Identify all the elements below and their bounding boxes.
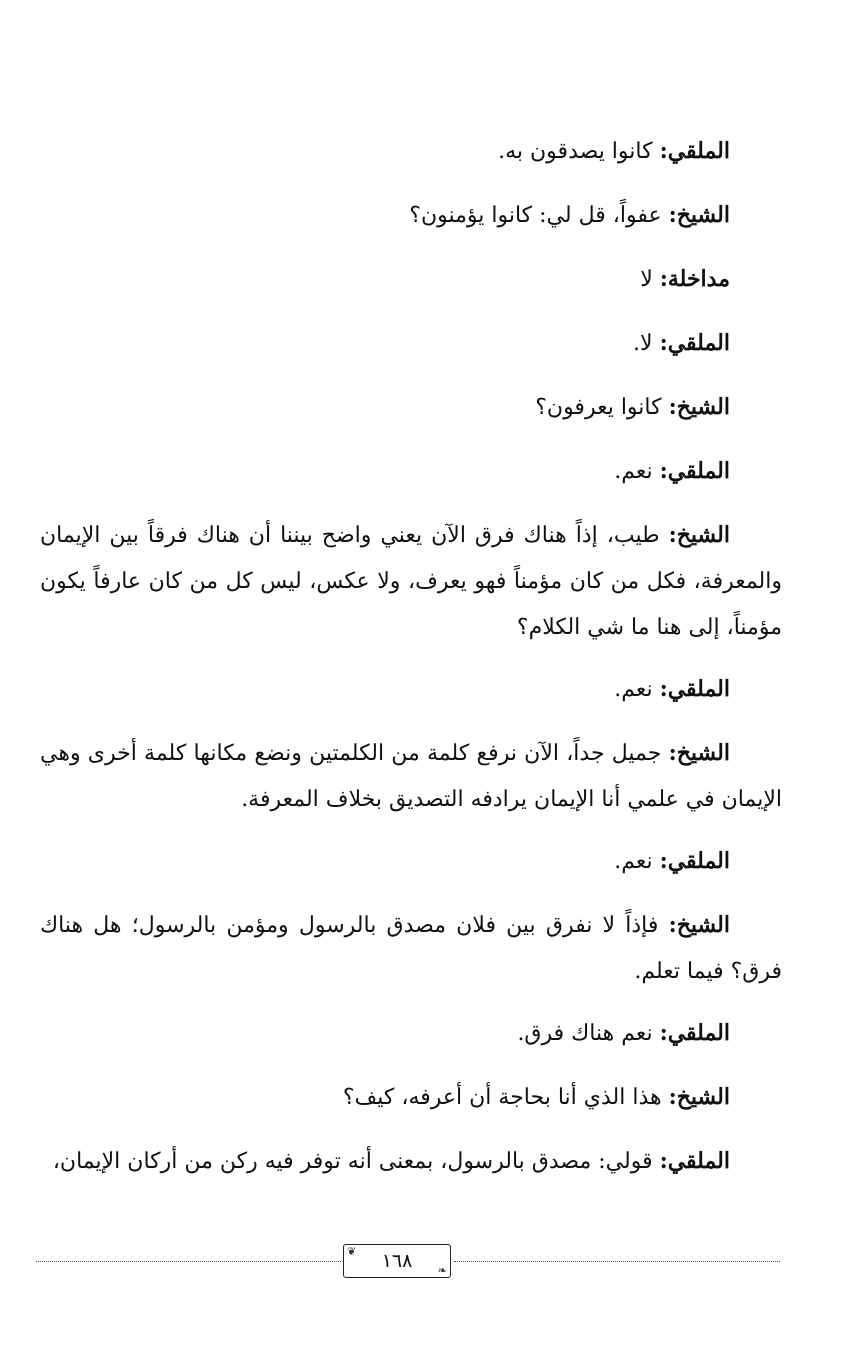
paragraph-3	[40, 256, 782, 303]
paragraph-8	[40, 666, 782, 713]
page-number-frame	[343, 1244, 451, 1278]
speaker-label: الملقي:	[659, 458, 730, 484]
speaker-label: مداخلة:	[659, 266, 730, 292]
paragraph-text: نعم.	[614, 849, 660, 874]
paragraph-text: نعم.	[614, 677, 660, 702]
paragraph-text: لا	[640, 267, 660, 292]
paragraph-12	[40, 1010, 782, 1057]
paragraph-11	[40, 902, 782, 995]
paragraph-7	[40, 512, 782, 651]
speaker-label: الملقي:	[659, 1148, 730, 1174]
paragraph-text: لا.	[633, 331, 660, 356]
speaker-label: الشيخ:	[668, 522, 730, 548]
speaker-label: الشيخ:	[668, 740, 730, 766]
paragraph-text: كانوا يصدقون به.	[498, 139, 660, 164]
dialogue-text	[40, 128, 782, 1202]
paragraph-5	[40, 384, 782, 431]
frame-ornament-icon: ❧	[437, 1264, 447, 1277]
paragraph-14	[40, 1138, 782, 1185]
speaker-label: الشيخ:	[668, 394, 730, 420]
paragraph-text: فإذاً لا نفرق بين فلان مصدق بالرسول ومؤمن بالرسول؛ هل هناك فرق؟ فيما تعلم.	[40, 913, 782, 984]
paragraph-text: طيب، إذاً هناك فرق الآن يعني واضح بيننا أن هناك فرقاً بين الإيمان والمعرفة، فكل من كان مؤمناً فهو يعرف، ولا عكس، ليس كل من كان عارفاً يكون مؤمناً، إلى هنا ما شي الكلام؟	[40, 523, 782, 640]
paragraph-text: عفواً، قل لي: كانوا يؤمنون؟	[409, 203, 669, 228]
paragraph-text: نعم هناك فرق.	[517, 1021, 660, 1046]
speaker-label: الملقي:	[659, 676, 730, 702]
speaker-label: الملقي:	[659, 330, 730, 356]
paragraph-text: هذا الذي أنا بحاجة أن أعرفه، كيف؟	[342, 1085, 669, 1110]
speaker-label: الملقي:	[659, 848, 730, 874]
paragraph-13	[40, 1074, 782, 1121]
footer-rule-right	[454, 1261, 780, 1262]
speaker-label: الشيخ:	[668, 202, 730, 228]
paragraph-text: كانوا يعرفون؟	[535, 395, 669, 420]
paragraph-2	[40, 192, 782, 239]
paragraph-1	[40, 128, 782, 175]
speaker-label: الشيخ:	[668, 1084, 730, 1110]
paragraph-text: نعم.	[614, 459, 660, 484]
page-number: ١٦٨	[381, 1250, 413, 1272]
speaker-label: الملقي:	[659, 1020, 730, 1046]
paragraph-10	[40, 838, 782, 885]
paragraph-text: قولي: مصدق بالرسول، بمعنى أنه توفر فيه ركن من أركان الإيمان،	[52, 1149, 660, 1174]
speaker-label: الملقي:	[659, 138, 730, 164]
footer-rule-left	[36, 1261, 341, 1262]
paragraph-6	[40, 448, 782, 495]
paragraph-text: جميل جداً، الآن نرفع كلمة من الكلمتين ونضع مكانها كلمة أخرى وهي الإيمان في علمي أنا الإيمان يرادفه التصديق بخلاف المعرفة.	[40, 741, 782, 812]
speaker-label: الشيخ:	[668, 912, 730, 938]
paragraph-9	[40, 730, 782, 823]
frame-ornament-icon: ❦	[347, 1245, 357, 1258]
page-footer	[36, 1244, 780, 1280]
paragraph-4	[40, 320, 782, 367]
